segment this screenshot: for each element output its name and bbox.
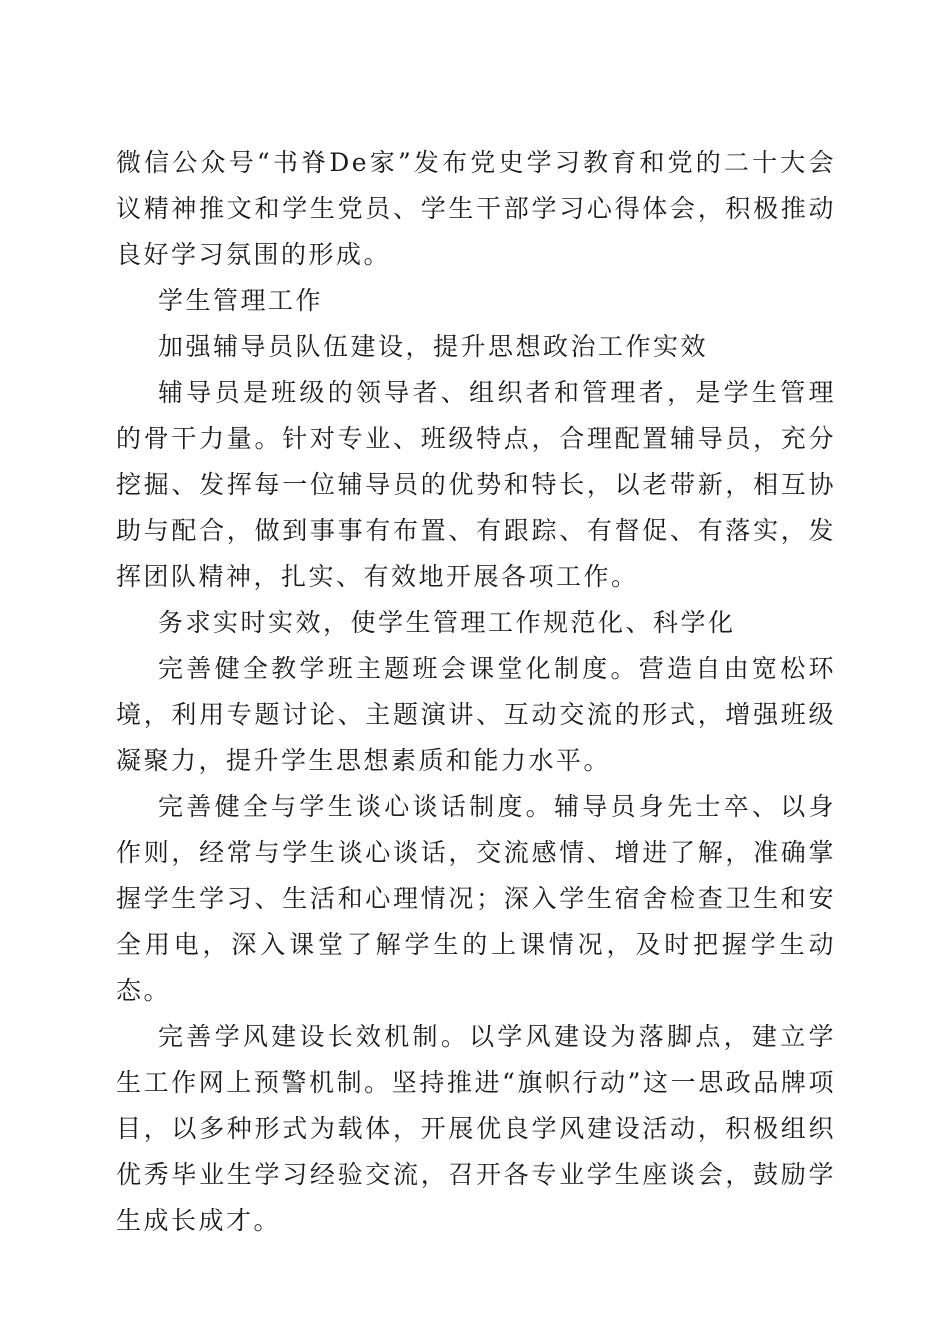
paragraph-study-style-mechanism: 完善学风建设长效机制。以学风建设为落脚点，建立学生工作网上预警机制。坚持推进“旗帜行动”这一思政品牌项目，以多种形式为载体，开展优良学风建设活动，积极组织优秀毕业生学习经验交流，召开各专业学生座谈会，鼓励学生成长成才。 [116,1022,836,1235]
paragraph-wechat-account: 微信公众号“书脊De家”发布党史学习教育和党的二十大会议精神推文和学生党员、学生干部学习心得体会，积极推动良好学习氛围的形成。 [116,148,836,269]
subheading-standardization: 务求实时实效，使学生管理工作规范化、科学化 [158,608,736,637]
section-heading-student-management: 学生管理工作 [158,286,324,315]
paragraph-heart-to-heart-system: 完善健全与学生谈心谈话制度。辅导员身先士卒、以身作则，经常与学生谈心谈话，交流感情、增进了解，准确掌握学生学习、生活和心理情况；深入学生宿舍检查卫生和安全用电，深入课堂了解学生的上课情况，及时把握学生动态。 [116,792,836,1005]
paragraph-counselor-role: 辅导员是班级的领导者、组织者和管理者，是学生管理的骨干力量。针对专业、班级特点，合理配置辅导员，充分挖掘、发挥每一位辅导员的优势和特长，以老带新，相互协助与配合，做到事事有布置、有跟踪、有督促、有落实，发挥团队精神，扎实、有效地开展各项工作。 [116,378,836,591]
paragraph-class-meeting-system: 完善健全教学班主题班会课堂化制度。营造自由宽松环境，利用专题讨论、主题演讲、互动交流的形式，增强班级凝聚力，提升学生思想素质和能力水平。 [116,654,836,775]
subheading-counselor-team: 加强辅导员队伍建设，提升思想政治工作实效 [158,332,709,361]
document-body [116,140,836,1244]
